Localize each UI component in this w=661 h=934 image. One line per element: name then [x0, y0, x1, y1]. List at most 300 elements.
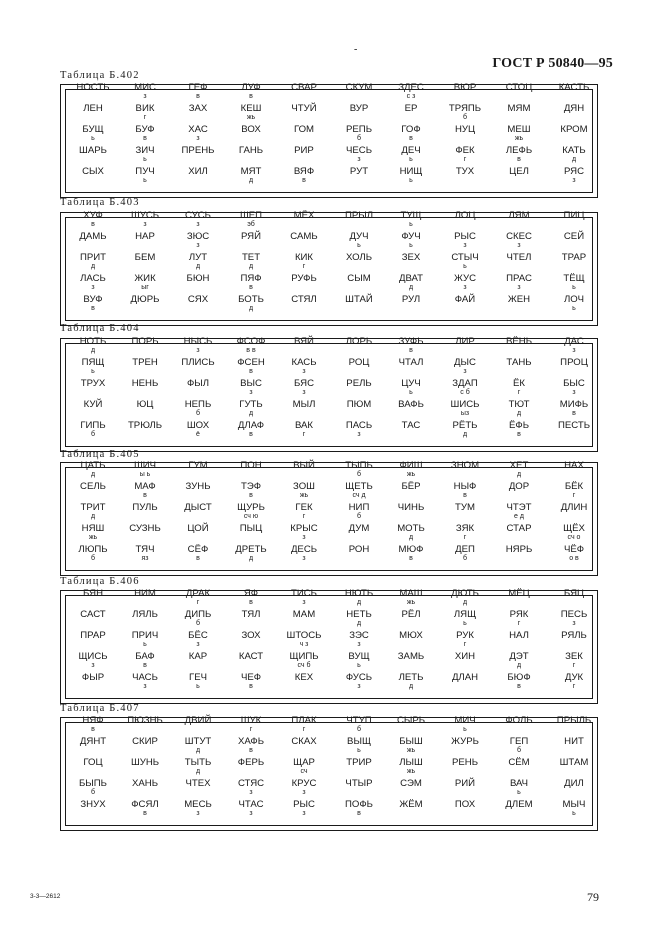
word-text: ЛОРЬ — [345, 336, 373, 347]
word-text: ДЯНТ — [79, 736, 107, 747]
word-text: ШОХ — [186, 420, 210, 431]
phonetic-mark: г — [302, 431, 306, 438]
phonetic-mark: с б — [460, 389, 470, 396]
word-text: РУФЬ — [291, 273, 317, 284]
word-text: КЕШ — [240, 103, 262, 114]
word-text: ЗОХ — [241, 630, 261, 641]
word-text: СКУМ — [345, 82, 373, 93]
word-text: ТИСЬ — [291, 588, 317, 599]
phonetic-mark: з — [572, 389, 576, 396]
top-mark: - — [354, 44, 358, 55]
word-text: ЗУНЬ — [185, 481, 211, 492]
word-text: ЛЕТЬ — [398, 672, 424, 683]
phonetic-mark: сч б — [297, 662, 311, 669]
word-text: ШТУТ — [184, 736, 212, 747]
word-table — [60, 590, 598, 704]
word-text: ЩАР — [293, 757, 315, 768]
word-text: КАСТЬ — [558, 82, 590, 93]
word-text: НИЩ — [399, 166, 423, 177]
phonetic-mark: яз — [141, 555, 149, 562]
word-text: СТЯС — [237, 778, 265, 789]
word-text: КАСТ — [238, 651, 264, 662]
word-text: РЕПЬ — [346, 124, 372, 135]
word-text: БУЩ — [82, 124, 104, 135]
word-text: БЮФ — [507, 672, 531, 683]
word-text: ПОРЬ — [131, 336, 159, 347]
footer-code: 3-3—2612 — [30, 893, 61, 900]
word-text: ЗДЕС — [398, 82, 424, 93]
word-text: ФУСЬ — [345, 672, 373, 683]
phonetic-mark: ь — [357, 662, 361, 669]
word-text: СЫРЬ — [396, 715, 426, 726]
word-text: МЕСЬ — [184, 799, 212, 810]
phonetic-mark: б — [516, 747, 521, 754]
word-text: ЩУРЬ — [237, 502, 265, 513]
table-caption: Таблица Б.407 — [60, 703, 140, 714]
phonetic-mark: з — [572, 347, 576, 354]
phonetic-mark: з — [517, 284, 521, 291]
phonetic-mark: з — [302, 389, 306, 396]
phonetic-mark: жь — [406, 768, 416, 775]
phonetic-mark: г — [517, 389, 521, 396]
word-text: ХЕТ — [509, 460, 529, 471]
phonetic-mark: д — [356, 599, 362, 606]
word-text: ЧТАЛ — [398, 357, 424, 368]
word-text: ШУК — [240, 715, 262, 726]
word-text: ЛУФ — [241, 82, 261, 93]
phonetic-mark: ь — [91, 368, 95, 375]
phonetic-mark: б — [90, 789, 95, 796]
word-text: СЁМ — [508, 757, 530, 768]
word-text: ВЯЙ — [294, 336, 314, 347]
table-row — [66, 799, 592, 832]
phonetic-mark: з — [196, 347, 200, 354]
phonetic-mark: д — [90, 347, 96, 354]
word-text: ЗАХ — [188, 103, 208, 114]
word-text: ТАС — [401, 420, 421, 431]
word-text: ТЯЧ — [135, 544, 155, 555]
word-text: МАМ — [292, 609, 316, 620]
word-text: ВЫЩ — [347, 736, 371, 747]
word-text: БЁК — [564, 481, 584, 492]
word-text: ХОЛЬ — [345, 252, 373, 263]
phonetic-mark: в — [249, 431, 253, 438]
phonetic-mark: в — [517, 156, 521, 163]
word-text: МЮХ — [399, 630, 423, 641]
word-text: РЕЛЬ — [346, 378, 372, 389]
phonetic-mark: ь — [143, 177, 147, 184]
phonetic-mark: в — [463, 492, 467, 499]
word-text: ПРАС — [506, 273, 532, 284]
word-text: ДАМЬ — [79, 231, 107, 242]
word-text: ПРЫЛЬ — [556, 715, 592, 726]
phonetic-mark: д — [90, 263, 96, 270]
word-text: ЖУРЬ — [451, 736, 479, 747]
phonetic-mark: в — [249, 683, 253, 690]
word-text: НЕНЬ — [131, 378, 159, 389]
word-text: ПЕСЬ — [560, 609, 588, 620]
word-text: ПРОЦ — [560, 357, 588, 368]
phonetic-mark: з — [196, 135, 200, 142]
word-text: ШУНЬ — [130, 757, 160, 768]
phonetic-mark: г — [572, 492, 576, 499]
word-text: НЮТЬ — [344, 588, 374, 599]
word-text: НИП — [348, 502, 370, 513]
table-caption: Таблица Б.403 — [60, 197, 140, 208]
table-row — [66, 420, 592, 453]
phonetic-mark: ы ь — [139, 471, 151, 478]
phonetic-mark: г — [302, 726, 306, 733]
word-text: ЗЕХ — [401, 252, 421, 263]
phonetic-mark: з — [91, 662, 95, 669]
word-text: ТАНЬ — [506, 357, 532, 368]
table-inner-frame — [65, 588, 593, 699]
phonetic-mark: д — [516, 471, 522, 478]
word-text: ЧТЕХ — [185, 778, 211, 789]
word-text: ГУТЬ — [239, 399, 263, 410]
phonetic-mark: о в — [569, 555, 579, 562]
phonetic-mark: ь — [463, 726, 467, 733]
phonetic-mark: жь — [406, 747, 416, 754]
phonetic-mark: з — [143, 93, 147, 100]
word-text: НАХ — [564, 460, 584, 471]
word-text: ТРЕН — [132, 357, 158, 368]
word-text: ФЫР — [81, 672, 105, 683]
word-text: ШИЧ — [133, 460, 157, 471]
word-text: ФЕК — [455, 145, 475, 156]
table-caption: Таблица Б.405 — [60, 449, 140, 460]
word-text: МЫЧ — [562, 799, 586, 810]
phonetic-mark: г — [517, 620, 521, 627]
word-text: БЫПЬ — [79, 778, 107, 789]
word-text: РЯК — [509, 609, 529, 620]
word-text: ШТАМ — [559, 757, 589, 768]
word-text: ШЕП — [239, 210, 263, 221]
phonetic-mark: в — [517, 431, 521, 438]
word-text: ВЫЙ — [293, 460, 315, 471]
phonetic-mark: з — [143, 221, 147, 228]
word-text: ХИН — [454, 651, 476, 662]
word-text: ЧТАС — [238, 799, 264, 810]
phonetic-mark: г — [249, 726, 253, 733]
word-text: БЫС — [563, 378, 585, 389]
phonetic-mark: б — [462, 555, 467, 562]
word-text: РУТ — [349, 166, 369, 177]
word-text: ЗДАП — [452, 378, 478, 389]
phonetic-mark: ыз — [460, 410, 470, 417]
phonetic-mark: з — [357, 641, 361, 648]
table-row — [66, 166, 592, 199]
word-text: ВУЩ — [348, 651, 370, 662]
word-text: ЦЕЛ — [509, 166, 529, 177]
word-text: НЯРЬ — [505, 544, 533, 555]
word-text: ХАС — [188, 124, 208, 135]
word-text: ЧТУП — [346, 715, 372, 726]
phonetic-mark: б — [90, 431, 95, 438]
word-text: ДЕП — [455, 544, 475, 555]
word-text: МОТЬ — [397, 523, 425, 534]
word-text: ГЕЧ — [189, 672, 207, 683]
phonetic-mark: з — [196, 221, 200, 228]
word-text: ЧТЭТ — [506, 502, 532, 513]
word-text: ВАЧ — [509, 778, 529, 789]
word-text: ВИК — [135, 103, 155, 114]
phonetic-mark: в — [357, 810, 361, 817]
word-text: ЛЯМ — [508, 210, 530, 221]
word-text: ЛЫШ — [399, 757, 423, 768]
phonetic-mark: б — [356, 726, 361, 733]
phonetic-mark: д — [356, 620, 362, 627]
word-text: БУФ — [135, 124, 155, 135]
phonetic-mark: з — [196, 242, 200, 249]
phonetic-mark: сч о — [567, 534, 581, 541]
word-text: ФСОФ — [236, 336, 266, 347]
phonetic-mark: ь — [572, 284, 576, 291]
phonetic-mark: з — [357, 683, 361, 690]
word-text: ЗУФЬ — [398, 336, 424, 347]
phonetic-mark: ь — [196, 683, 200, 690]
word-text: ПЮЗНЬ — [127, 715, 163, 726]
word-text: САМЬ — [290, 231, 318, 242]
phonetic-mark: с з — [406, 93, 416, 100]
word-text: МЯМ — [507, 103, 531, 114]
word-text: ВАК — [294, 420, 314, 431]
phonetic-mark: ь — [409, 221, 413, 228]
phonetic-mark: д — [462, 431, 468, 438]
word-text: ДЫСТ — [184, 502, 212, 513]
word-text: БЮН — [186, 273, 210, 284]
phonetic-mark: сч — [300, 768, 308, 775]
word-text: СЕЙ — [563, 231, 585, 242]
table-inner-frame — [65, 210, 593, 321]
word-text: ФУЧ — [401, 231, 421, 242]
word-text: ЦУЧ — [401, 378, 421, 389]
word-text: НАР — [135, 231, 155, 242]
word-text: БЯС — [293, 378, 315, 389]
word-text: РОЦ — [348, 357, 370, 368]
phonetic-mark: сч ю — [243, 513, 259, 520]
word-text: ТРЮЛЬ — [127, 420, 163, 431]
phonetic-mark: жь — [88, 534, 98, 541]
word-text: ЧИНЬ — [397, 502, 425, 513]
word-text: ПЮМ — [346, 399, 372, 410]
word-text: ХАНЬ — [131, 778, 159, 789]
word-text: ВЯФ — [293, 166, 315, 177]
phonetic-mark: з — [463, 368, 467, 375]
word-text: ШИСЬ — [450, 399, 480, 410]
phonetic-mark: в — [143, 662, 147, 669]
word-text: ДВИЙ — [184, 715, 212, 726]
phonetic-mark: з — [572, 620, 576, 627]
word-text: КАР — [188, 651, 208, 662]
phonetic-mark: ыг — [141, 284, 149, 291]
phonetic-mark: в — [143, 810, 147, 817]
word-text: СКЕС — [506, 231, 532, 242]
phonetic-mark: з — [196, 810, 200, 817]
phonetic-mark: в — [409, 555, 413, 562]
phonetic-mark: ё — [196, 431, 200, 438]
word-text: ЩЕТЬ — [345, 481, 373, 492]
word-text: ДЕСЬ — [290, 544, 318, 555]
word-text: ВЫС — [240, 378, 262, 389]
phonetic-mark: ь — [357, 747, 361, 754]
word-text: ЕР — [404, 103, 418, 114]
phonetic-mark: з — [463, 242, 467, 249]
word-text: ЩЁХ — [563, 523, 585, 534]
word-text: ШТОСЬ — [286, 630, 322, 641]
word-text: ТРУХ — [80, 378, 106, 389]
word-text: ЗНОМ — [450, 460, 480, 471]
word-text: ЛЕФЬ — [505, 145, 533, 156]
phonetic-mark: в — [143, 492, 147, 499]
phonetic-mark: б — [195, 410, 200, 417]
word-text: ТРИР — [346, 757, 372, 768]
phonetic-mark: д — [408, 534, 414, 541]
word-text: ГАНЬ — [238, 145, 264, 156]
phonetic-mark: з — [517, 242, 521, 249]
word-text: БАФ — [135, 651, 155, 662]
word-text: ПРИЧ — [131, 630, 159, 641]
word-text: ТЕТ — [241, 252, 261, 263]
word-text: ДУМ — [348, 523, 370, 534]
word-text: ДЕЧ — [401, 145, 421, 156]
phonetic-mark: д — [248, 555, 254, 562]
phonetic-mark: д — [90, 513, 96, 520]
word-text: ТЫТЬ — [184, 757, 212, 768]
word-text: ФИШ — [399, 460, 423, 471]
phonetic-mark: д — [408, 284, 414, 291]
phonetic-mark: в — [249, 368, 253, 375]
word-text: ТУХ — [455, 166, 475, 177]
table-inner-frame — [65, 460, 593, 571]
phonetic-mark: ь — [409, 177, 413, 184]
word-text: ПЯЩ — [81, 357, 105, 368]
phonetic-mark: ь — [463, 263, 467, 270]
word-text: ЗИЧ — [135, 145, 155, 156]
phonetic-mark: б — [90, 555, 95, 562]
word-text: ДИЛ — [564, 778, 584, 789]
word-text: ТУЩ — [400, 210, 422, 221]
word-text: МЁЦ — [508, 588, 530, 599]
word-text: ЛЯЛЬ — [132, 609, 158, 620]
phonetic-mark: ь — [409, 156, 413, 163]
word-text: НОТЬ — [79, 336, 107, 347]
word-text: ВУР — [349, 103, 369, 114]
word-text: РЯЛЬ — [561, 630, 587, 641]
word-text: ЛЕН — [83, 103, 103, 114]
word-text: ТРАР — [561, 252, 587, 263]
word-text: ЖЁМ — [399, 799, 423, 810]
word-text: КУЙ — [83, 399, 103, 410]
word-text: ЁФЬ — [509, 420, 529, 431]
phonetic-mark: в — [249, 599, 253, 606]
word-text: ДЮРЬ — [130, 294, 160, 305]
word-text: ТЭФ — [240, 481, 262, 492]
word-text: СТЫЧ — [451, 252, 479, 263]
word-text: ЦАТЬ — [80, 460, 106, 471]
word-text: ХАФЬ — [237, 736, 265, 747]
word-text: НЫСЬ — [183, 336, 213, 347]
phonetic-mark: д — [408, 683, 414, 690]
phonetic-mark: д — [195, 263, 201, 270]
word-text: РИЙ — [454, 778, 476, 789]
phonetic-mark: ь — [91, 135, 95, 142]
word-text: РЯС — [563, 166, 585, 177]
word-text: ФСЯЛ — [131, 799, 159, 810]
phonetic-mark: в — [196, 555, 200, 562]
phonetic-mark: б — [462, 114, 467, 121]
word-text: ГОФ — [401, 124, 421, 135]
word-text: ПЕСТЬ — [557, 420, 591, 431]
word-text: ШАРЬ — [79, 145, 107, 156]
phonetic-mark: жь — [246, 114, 256, 121]
phonetic-mark: в — [91, 221, 95, 228]
word-text: ПУЛЬ — [132, 502, 158, 513]
word-text: СЁФ — [187, 544, 209, 555]
phonetic-mark: д — [248, 177, 254, 184]
phonetic-mark: в — [409, 347, 413, 354]
word-text: ЧЕФ — [240, 672, 262, 683]
word-text: ДЛАН — [451, 672, 479, 683]
phonetic-mark: з — [302, 789, 306, 796]
phonetic-mark: ч з — [299, 641, 309, 648]
word-text: СЭМ — [400, 778, 422, 789]
word-text: ВЮР — [453, 82, 477, 93]
phonetic-mark: д — [90, 471, 96, 478]
phonetic-mark: з — [249, 810, 253, 817]
word-text: БЯЦ — [563, 588, 585, 599]
phonetic-mark: ь — [517, 789, 521, 796]
phonetic-mark: в — [249, 93, 253, 100]
phonetic-mark: д — [571, 156, 577, 163]
word-text: СУСЬ — [185, 210, 211, 221]
phonetic-mark: г — [572, 662, 576, 669]
phonetic-mark: з — [196, 641, 200, 648]
phonetic-mark: д — [248, 410, 254, 417]
word-text: ТЮТ — [508, 399, 530, 410]
word-text: ТРЯПЬ — [448, 103, 482, 114]
word-text: ШУСЬ — [130, 210, 160, 221]
phonetic-mark: з — [249, 389, 253, 396]
word-text: МИС — [134, 82, 156, 93]
phonetic-mark: д — [248, 305, 254, 312]
word-text: ПЫЦ — [239, 523, 263, 534]
word-text: НУЦ — [454, 124, 476, 135]
word-text: НЯШ — [81, 523, 105, 534]
phonetic-mark: з — [302, 368, 306, 375]
word-text: МИЧ — [454, 715, 476, 726]
word-text: БЯН — [82, 588, 104, 599]
word-text: ЛОЦ — [454, 210, 476, 221]
word-text: ДЫС — [454, 357, 476, 368]
table-row — [66, 544, 592, 577]
word-text: ГУМ — [188, 460, 208, 471]
phonetic-mark: з — [91, 284, 95, 291]
word-text: ГОМ — [293, 124, 315, 135]
phonetic-mark: сч д — [352, 492, 366, 499]
word-text: ЖЕН — [507, 294, 531, 305]
word-text: ЧЕСЬ — [345, 145, 373, 156]
word-text: ФЕРЬ — [237, 757, 265, 768]
word-text: ПРЕНЬ — [181, 145, 215, 156]
word-text: ГОЦ — [83, 757, 103, 768]
phonetic-mark: г — [196, 599, 200, 606]
word-text: ЛОЧ — [564, 294, 584, 305]
word-text: ФАЙ — [454, 294, 476, 305]
phonetic-mark: з — [249, 789, 253, 796]
word-text: МАШ — [399, 588, 423, 599]
word-text: СТОЦ — [505, 82, 533, 93]
